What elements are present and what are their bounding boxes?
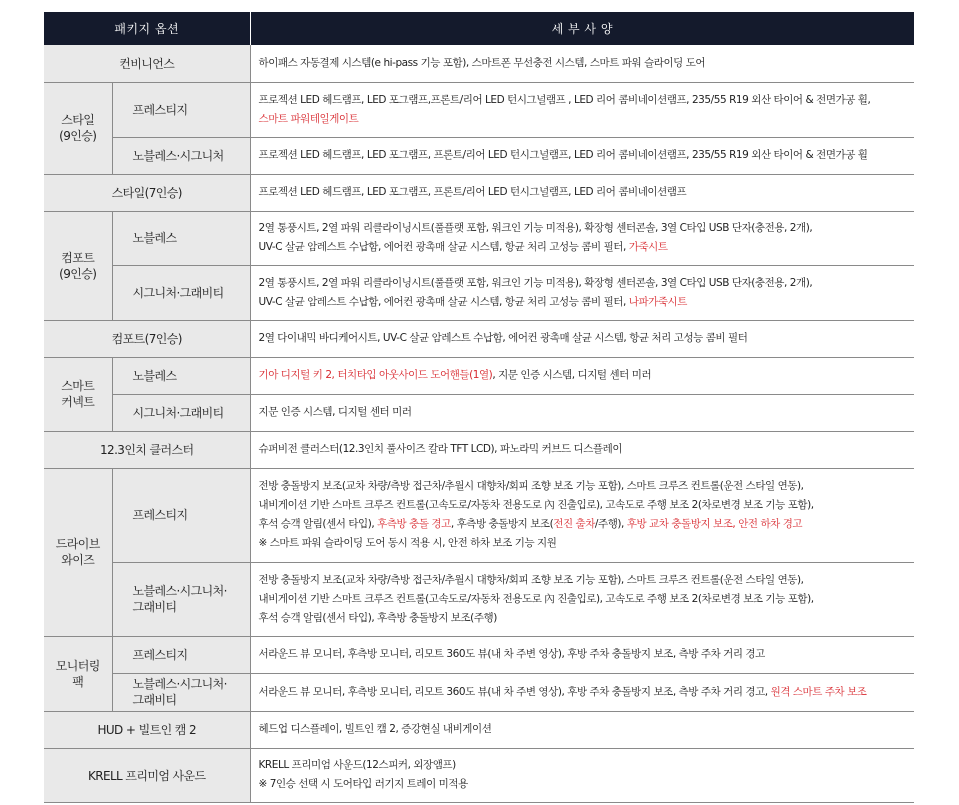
detail-highlight: 후측방 충돌 경고 bbox=[377, 518, 451, 530]
option-hud: HUD + 빌트인 캠 2 bbox=[44, 711, 250, 748]
detail-monitoring-noblesse bbox=[250, 673, 914, 711]
detail-line: 내비게이션 기반 스마트 크루즈 컨트롤(고속도로/자동차 전용도로 內 진출입로), 고속도로 주행 보조 2(차로변경 보조 기능 포함), bbox=[258, 499, 814, 511]
row-style9-prestige bbox=[44, 82, 914, 137]
group-drivewise: 드라이브 와이즈 bbox=[44, 468, 112, 636]
header-detail: 세 부 사 양 bbox=[250, 12, 914, 45]
detail-highlight: 전진 출차 bbox=[553, 518, 595, 530]
group-style9: 스타일 (9인승) bbox=[44, 82, 112, 174]
detail-smartconnect-noblesse bbox=[250, 357, 914, 394]
detail-note: ※ 스마트 파워 슬라이딩 도어 동시 적용 시, 안전 하차 보조 기능 지원 bbox=[258, 537, 557, 549]
detail-line: UV-C 살균 암레스트 수납함, 에어컨 광촉매 살균 시스템, 항균 처리 고성능 콤비 필터, bbox=[258, 241, 629, 253]
detail-line: 프로젝션 LED 헤드램프, LED 포그램프,프론트/리어 LED 턴시그널램프 , LED 리어 콤비네이션램프, 235/55 R19 외산 타이어 & 전면가공 휠, bbox=[258, 93, 871, 106]
detail-smartconnect-signature: 지문 인증 시스템, 디지털 센터 미러 bbox=[250, 394, 914, 431]
detail-line: UV-C 살균 암레스트 수납함, 에어컨 광촉매 살균 시스템, 항균 처리 고성능 콤비 필터, bbox=[258, 295, 629, 308]
detail-line-mixed bbox=[259, 515, 909, 534]
detail-line: 후석 승객 알림(센서 타입), 후측방 충돌방지 보조(주행) bbox=[258, 611, 497, 624]
detail-highlight: 후방 교차 충돌방지 보조, 안전 하차 경고 bbox=[626, 518, 803, 530]
option-name-line: 노블레스·시그니처· bbox=[132, 584, 227, 598]
detail-style9-prestige bbox=[250, 82, 914, 137]
row-hud bbox=[44, 711, 914, 748]
option-convenience: 컨비니언스 bbox=[44, 45, 250, 82]
row-monitoring-noblesse bbox=[44, 673, 914, 711]
header-option: 패키지 옵션 bbox=[44, 12, 250, 45]
row-smartconnect-signature bbox=[44, 394, 914, 431]
option-comfort9-signature: 시그니처·그래비티 bbox=[112, 265, 250, 320]
row-krell bbox=[44, 748, 914, 802]
option-monitoring-noblesse bbox=[112, 673, 250, 711]
detail-line: KRELL 프리미엄 사운드(12스피커, 외장앰프) bbox=[258, 759, 456, 771]
option-drivewise-noblesse bbox=[112, 562, 250, 636]
detail-drivewise-prestige bbox=[250, 468, 914, 562]
detail-line: 2열 통풍시트, 2열 파워 리클라이닝시트(풀플랫 포함, 워크인 기능 미적용), 확장형 센터콘솔, 3열 C타입 USB 단자(충전용, 2개), bbox=[258, 222, 813, 234]
option-style9-noblesse: 노블레스·시그니처 bbox=[112, 137, 250, 174]
option-smartconnect-noblesse: 노블레스 bbox=[112, 357, 250, 394]
detail-comfort9-signature bbox=[250, 265, 914, 320]
detail-line: 전방 충돌방지 보조(교차 차량/측방 접근차/추월시 대향차/회피 조향 보조 기능 포함), 스마트 크루즈 컨트롤(운전 스타일 연동), bbox=[258, 573, 804, 586]
row-drivewise-noblesse bbox=[44, 562, 914, 636]
group-comfort9: 컴포트 (9인승) bbox=[44, 211, 112, 320]
option-cluster: 12.3인치 클러스터 bbox=[44, 431, 250, 468]
option-style9-prestige: 프레스티지 bbox=[112, 82, 250, 137]
table-header-row bbox=[44, 12, 914, 45]
detail-style9-noblesse: 프로젝션 LED 헤드램프, LED 포그램프, 프론트/리어 LED 턴시그널램프, LED 리어 콤비네이션램프, 235/55 R19 외산 타이어 & 전면가공 휠 bbox=[250, 137, 914, 174]
row-comfort7 bbox=[44, 320, 914, 357]
group-monitoring: 모니터링 팩 bbox=[44, 636, 112, 711]
option-drivewise-prestige: 프레스티지 bbox=[112, 468, 250, 562]
detail-convenience: 하이패스 자동결제 시스템(e hi-pass 기능 포함), 스마트폰 무선충전 시스템, 스마트 파워 슬라이딩 도어 bbox=[250, 45, 914, 82]
detail-cluster: 슈퍼비전 클러스터(12.3인치 풀사이즈 칼라 TFT LCD), 파노라믹 커브드 디스플레이 bbox=[250, 431, 914, 468]
row-comfort9-signature bbox=[44, 265, 914, 320]
row-comfort9-noblesse bbox=[44, 211, 914, 265]
option-name-line: 그래비티 bbox=[132, 600, 177, 614]
group-smartconnect: 스마트 커넥트 bbox=[44, 357, 112, 431]
row-cluster bbox=[44, 431, 914, 468]
detail-comfort7: 2열 다이내믹 바디케어시트, UV-C 살균 암레스트 수납함, 에어컨 광촉매 살균 시스템, 항균 처리 고성능 콤비 필터 bbox=[250, 320, 914, 357]
detail-comfort9-noblesse bbox=[250, 211, 914, 265]
option-monitoring-prestige: 프레스티지 bbox=[112, 636, 250, 673]
package-options-sheet bbox=[44, 12, 914, 803]
option-krell: KRELL 프리미엄 사운드 bbox=[44, 748, 250, 802]
row-style9-noblesse bbox=[44, 137, 914, 174]
detail-text: , 후측방 충돌방지 보조( bbox=[450, 518, 554, 530]
detail-highlight: 나파가죽시트 bbox=[628, 295, 687, 308]
row-style7 bbox=[44, 174, 914, 211]
detail-highlight: 스마트 파워테일게이트 bbox=[258, 112, 359, 125]
row-monitoring-prestige bbox=[44, 636, 914, 673]
row-drivewise-prestige bbox=[44, 468, 914, 562]
detail-line: 전방 충돌방지 보조(교차 차량/측방 접근차/추월시 대향차/회피 조향 보조 기능 포함), 스마트 크루즈 컨트롤(운전 스타일 연동), bbox=[258, 480, 804, 492]
option-style7: 스타일(7인승) bbox=[44, 174, 250, 211]
detail-hud: 헤드업 디스플레이, 빌트인 캠 2, 증강현실 내비게이션 bbox=[250, 711, 914, 748]
option-name-line: 그래비티 bbox=[132, 693, 177, 707]
detail-highlight: 가죽시트 bbox=[628, 241, 668, 253]
detail-text: /주행), bbox=[594, 518, 627, 530]
detail-text: 후석 승객 알림(센서 타입), bbox=[258, 518, 378, 530]
detail-line: 2열 통풍시트, 2열 파워 리클라이닝시트(풀플랫 포함, 워크인 기능 미적용), 확장형 센터콘솔, 3열 C타입 USB 단자(충전용, 2개), bbox=[258, 276, 813, 289]
package-options-table bbox=[44, 12, 914, 803]
option-comfort9-noblesse: 노블레스 bbox=[112, 211, 250, 265]
detail-style7: 프로젝션 LED 헤드램프, LED 포그램프, 프론트/리어 LED 턴시그널램프, LED 리어 콤비네이션램프 bbox=[250, 174, 914, 211]
detail-note: ※ 7인승 선택 시 도어타입 러기지 트레이 미적용 bbox=[258, 778, 468, 790]
option-comfort7: 컴포트(7인승) bbox=[44, 320, 250, 357]
option-name-line: 노블레스·시그니처· bbox=[132, 677, 227, 691]
detail-line: 서라운드 뷰 모니터, 후측방 모니터, 리모트 360도 뷰(내 차 주변 영상), 후방 주차 충돌방지 보조, 측방 주차 거리 경고, bbox=[258, 685, 771, 698]
detail-highlight: 원격 스마트 주차 보조 bbox=[770, 685, 867, 698]
detail-line: , 지문 인증 시스템, 디지털 센터 미러 bbox=[492, 369, 652, 381]
detail-drivewise-noblesse bbox=[250, 562, 914, 636]
detail-krell bbox=[250, 748, 914, 802]
detail-highlight: 기아 디지털 키 2, 터치타입 아웃사이드 도어핸들(1열) bbox=[258, 369, 493, 381]
row-convenience bbox=[44, 45, 914, 82]
row-smartconnect-noblesse bbox=[44, 357, 914, 394]
detail-line: 내비게이션 기반 스마트 크루즈 컨트롤(고속도로/자동차 전용도로 內 진출입로), 고속도로 주행 보조 2(차로변경 보조 기능 포함), bbox=[258, 592, 814, 605]
option-smartconnect-signature: 시그니처·그래비티 bbox=[112, 394, 250, 431]
detail-monitoring-prestige: 서라운드 뷰 모니터, 후측방 모니터, 리모트 360도 뷰(내 차 주변 영상), 후방 주차 충돌방지 보조, 측방 주차 거리 경고 bbox=[250, 636, 914, 673]
